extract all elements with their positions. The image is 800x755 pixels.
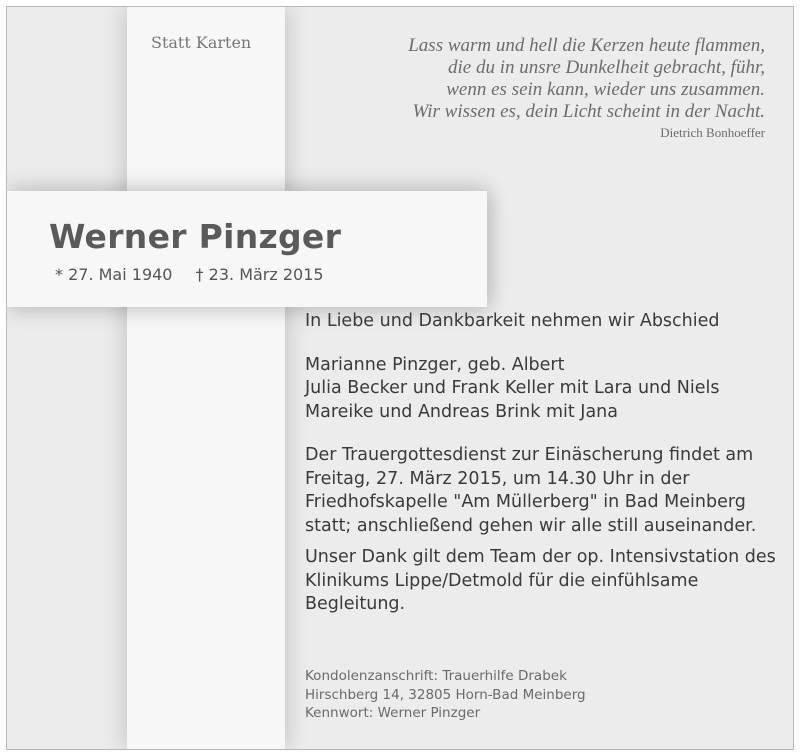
poem-line: die du in unsre Dunkelheit gebracht, führ,	[448, 57, 765, 78]
statt-karten-label: Statt Karten	[151, 33, 252, 52]
family-member: Mareike und Andreas Brink mit Jana	[305, 401, 618, 422]
life-dates	[55, 265, 342, 284]
birth-date: * 27. Mai 1940	[55, 265, 173, 284]
poem-line: Wir wissen es, dein Licht scheint in der Nacht.	[412, 101, 765, 122]
cross-vertical-beam	[127, 7, 285, 749]
family-member: Julia Becker und Frank Keller mit Lara und Niels	[305, 378, 720, 398]
condolence-address	[305, 667, 586, 723]
contact-line: Hirschberg 14, 32805 Horn-Bad Meinberg	[305, 686, 586, 703]
poem-line: Lass warm und hell die Kerzen heute flammen,	[408, 35, 765, 56]
poem	[345, 35, 765, 142]
contact-line: Kennwort: Werner Pinzger	[305, 705, 481, 721]
obituary-card	[6, 6, 794, 750]
family-list	[305, 354, 785, 425]
contact-line: Kondolenzanschrift: Trauerhilfe Drabek	[305, 668, 567, 684]
poem-author: Dietrich Bonhoeffer	[660, 125, 765, 140]
poem-line: wenn es sein kann, wieder uns zusammen.	[446, 79, 765, 100]
deceased-name: Werner Pinzger	[49, 217, 342, 256]
death-date: † 23. März 2015	[195, 265, 324, 284]
service-announcement: Der Trauergottesdienst zur Einäscherung findet am Freitag, 27. März 2015, um 14.30 Uhr in der Friedhofskapelle "Am Müllerberg" in Bad Meinberg statt; anschließend gehen wir alle still auseinander.	[305, 445, 757, 536]
farewell-line: In Liebe und Dankbarkeit nehmen wir Abschied	[305, 311, 720, 331]
family-member: Marianne Pinzger, geb. Albert	[305, 354, 565, 375]
obituary-text	[305, 310, 785, 617]
thanks-paragraph: Unser Dank gilt dem Team der op. Intensivstation des Klinikums Lippe/Detmold für die einfühlsame Begleitung.	[305, 547, 776, 614]
